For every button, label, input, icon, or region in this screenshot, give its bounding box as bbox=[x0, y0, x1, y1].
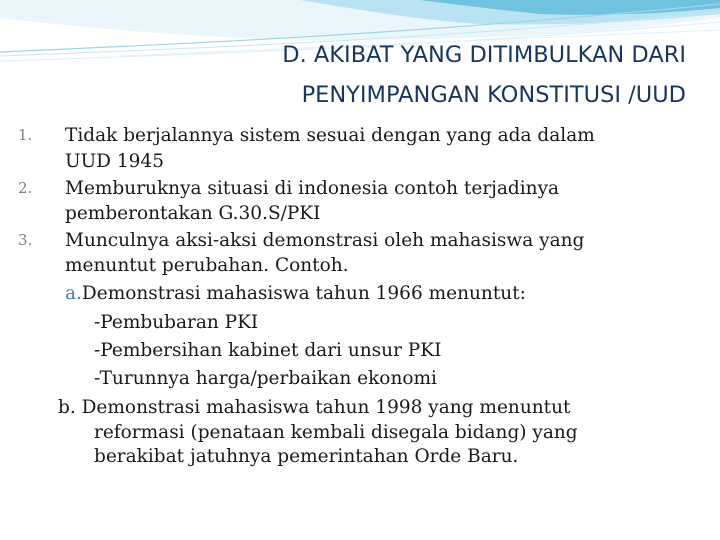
sub-item-a-text: Demonstrasi mahasiswa tahun 1966 menuntut: bbox=[81, 283, 526, 304]
list-number-3: 3. bbox=[18, 231, 33, 249]
list-number-1: 1. bbox=[18, 126, 33, 144]
list-item-2-line-1: Memburuknya situasi di indonesia contoh terjadinya bbox=[65, 178, 560, 199]
sub-item-b-line-1: b. Demonstrasi mahasiswa tahun 1998 yang menuntut bbox=[58, 397, 571, 418]
list-item-2-line-2: pemberontakan G.30.S/PKI bbox=[65, 203, 321, 224]
sub-item-a bbox=[65, 285, 526, 304]
sub-item-b-line-3: berakibat jatuhnya pemerintahan Orde Baru. bbox=[94, 446, 519, 467]
sub-item-a-marker: a. bbox=[65, 283, 82, 304]
list-item-1-line-1: Tidak berjalannya sistem sesuai dengan yang ada dalam bbox=[65, 125, 595, 146]
sub-item-a-point-2: -Pembersihan kabinet dari unsur PKI bbox=[94, 340, 442, 361]
slide-title-line-1: D. AKIBAT YANG DITIMBULKAN DARI bbox=[282, 42, 686, 68]
slide-title-line-2: PENYIMPANGAN KONSTITUSI /UUD bbox=[301, 82, 686, 108]
list-number-2: 2. bbox=[18, 179, 33, 197]
sub-item-b-line-2: reformasi (penataan kembali disegala bidang) yang bbox=[94, 422, 578, 443]
list-item-1-line-2: UUD 1945 bbox=[65, 151, 164, 172]
sub-item-a-point-1: -Pembubaran PKI bbox=[94, 312, 259, 333]
sub-item-a-point-3: -Turunnya harga/perbaikan ekonomi bbox=[94, 368, 437, 389]
list-item-3-line-1: Munculnya aksi-aksi demonstrasi oleh mahasiswa yang bbox=[65, 230, 585, 251]
list-item-3-line-2: menuntut perubahan. Contoh. bbox=[65, 255, 349, 276]
